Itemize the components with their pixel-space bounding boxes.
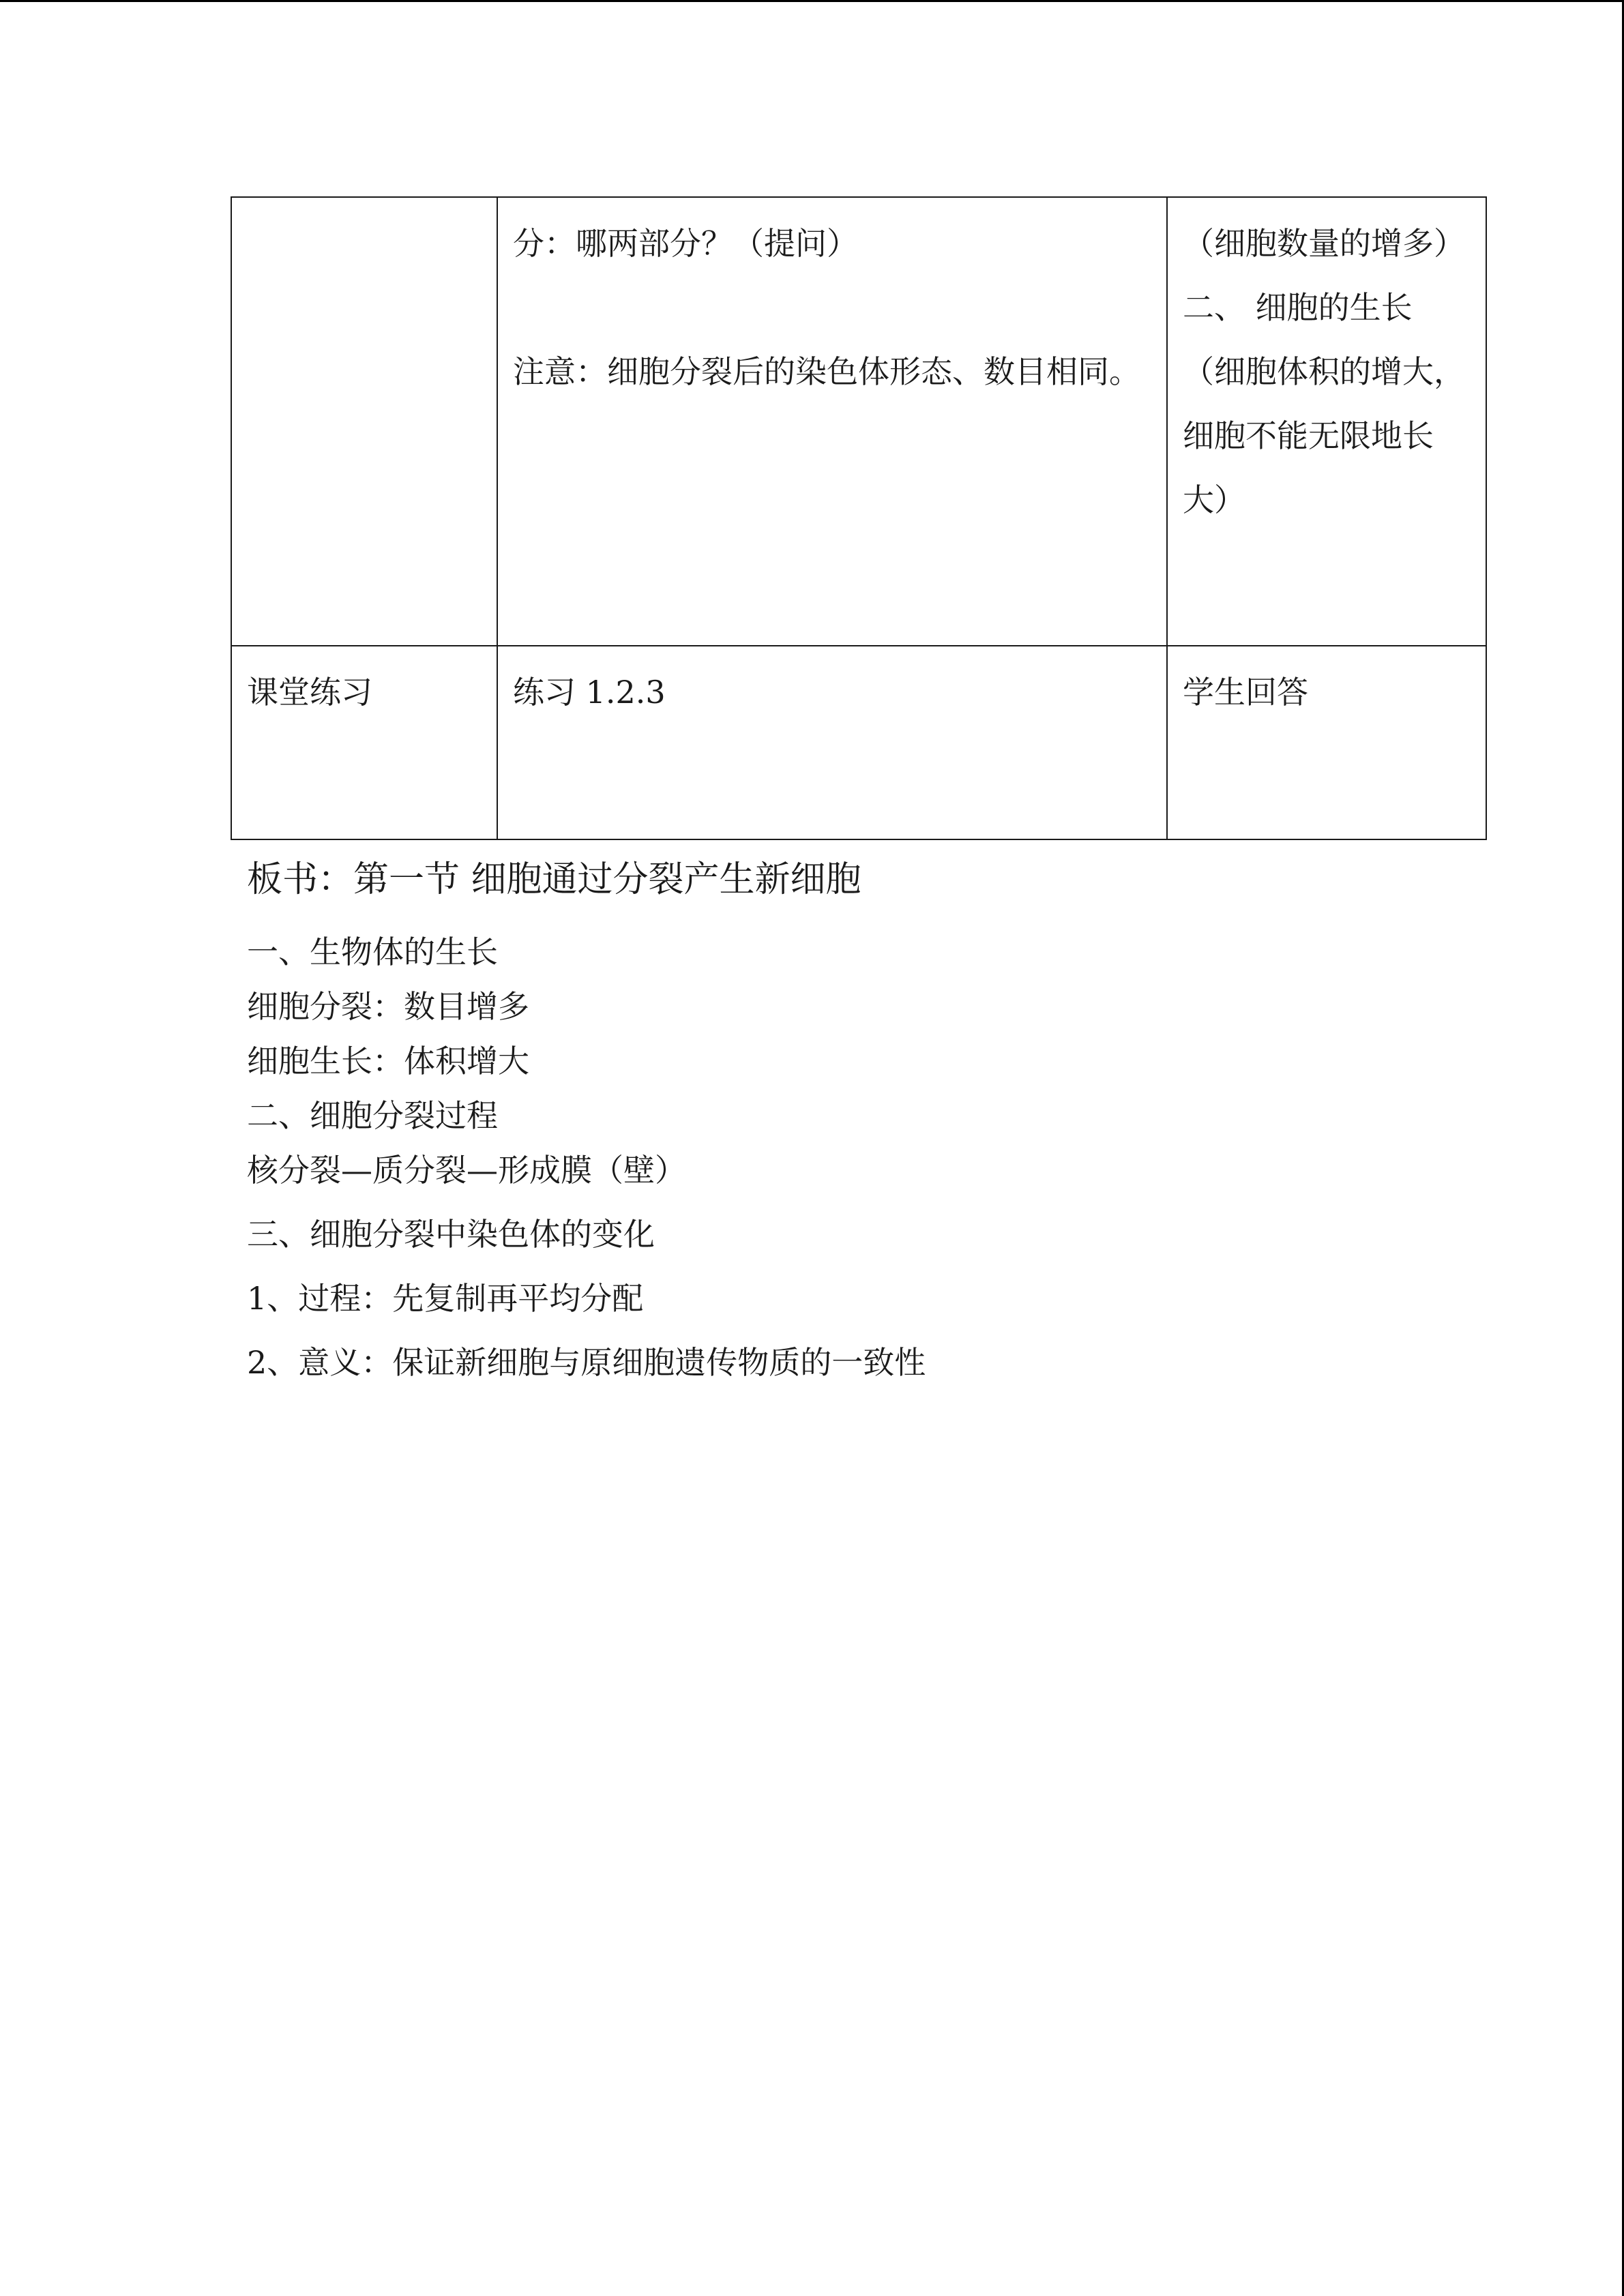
board-line: 一、生物体的生长	[247, 934, 498, 970]
board-line: 2、意义：保证新细胞与原细胞遗传物质的一致性	[247, 1344, 926, 1381]
table-cell-stage: 课堂练习	[231, 646, 497, 839]
board-line: 细胞分裂：数目增多	[247, 988, 529, 1025]
board-line: 细胞生长：体积增大	[247, 1043, 529, 1079]
table-cell-stage	[231, 197, 497, 646]
board-title	[247, 852, 1393, 907]
table-cell-teacher-activity	[497, 197, 1167, 646]
cell-growth-note: （细胞体积的增大，细胞不能无限地长大）	[1183, 353, 1465, 518]
board-line: 二、细胞分裂过程	[247, 1097, 498, 1134]
board-line: 核分裂—质分裂—形成膜（壁）	[247, 1152, 686, 1189]
lesson-plan-table	[231, 196, 1487, 840]
table-row	[231, 197, 1486, 646]
blackboard-notes	[247, 852, 1393, 1390]
table-cell-student-activity: 学生回答	[1167, 646, 1486, 839]
board-line: 1、过程：先复制再平均分配	[247, 1280, 644, 1317]
table-cell-student-activity	[1167, 197, 1486, 646]
board-label: 板书：第一节	[247, 859, 460, 900]
page-top-border	[0, 0, 1624, 2]
cell-growth-heading: 二、 细胞的生长	[1183, 289, 1413, 326]
table-cell-teacher-activity: 练习 1.2.3	[497, 646, 1167, 839]
board-line: 三、细胞分裂中染色体的变化	[247, 1216, 655, 1253]
teacher-note-text: 注意：细胞分裂后的染色体形态、数目相同。	[513, 353, 1140, 390]
cell-count-note: （细胞数量的增多）	[1183, 225, 1465, 262]
section-heading: 细胞通过分裂产生新细胞	[471, 859, 861, 900]
teacher-question-text: 分：哪两部分？（提问）	[513, 225, 858, 262]
table-row	[231, 646, 1486, 839]
paragraph-gap	[513, 275, 1151, 340]
